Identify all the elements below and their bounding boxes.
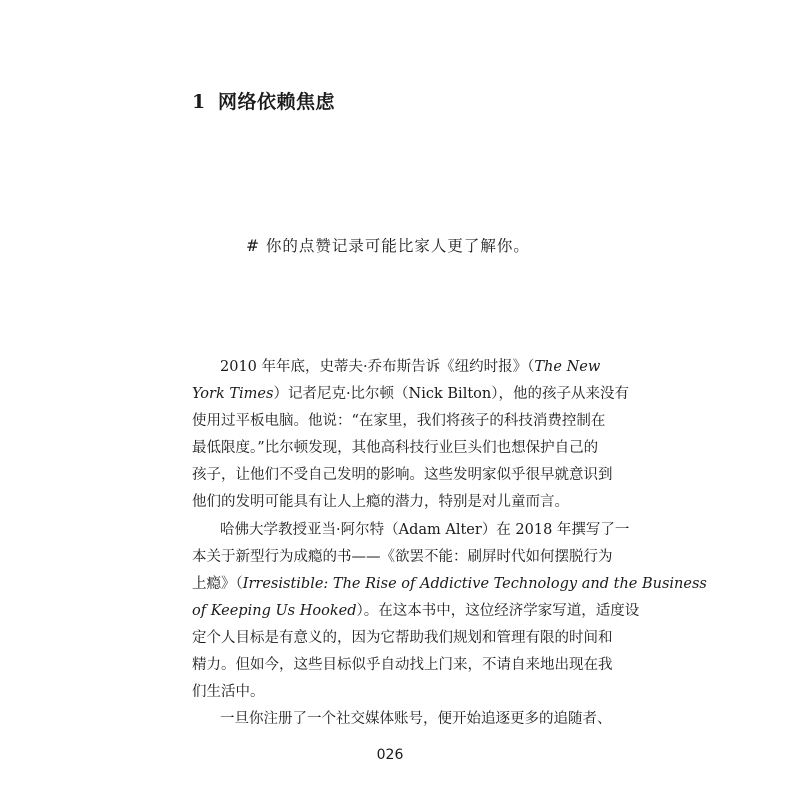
epigraph: # 你的点赞记录可能比家人更了解你。 — [246, 237, 530, 255]
text-line — [192, 462, 613, 489]
text-span: 他们的发明可能具有让人上瘾的潜力，特别是对儿童而言。 — [192, 494, 569, 511]
chapter-title-text: 网络依赖焦虑 — [218, 91, 336, 113]
text-line — [192, 544, 613, 571]
text-span: 2010 年年底，史蒂夫·乔布斯告诉《纽约时报》（ — [220, 359, 535, 375]
text-line — [192, 489, 588, 516]
text-span: 一旦你注册了一个社交媒体账号，便开始追逐更多的追随者、 — [220, 711, 612, 728]
text-line — [192, 598, 640, 625]
text-span: 本关于新型行为成瘾的书——《欲罢不能：刷屏时代如何摆脱行为 — [192, 548, 613, 565]
text-line — [192, 435, 599, 462]
italic-title-text: York Times — [192, 386, 274, 403]
text-line — [192, 679, 588, 706]
text-line — [192, 652, 613, 679]
text-line — [192, 517, 630, 544]
text-line — [192, 408, 606, 435]
page-number: 026 — [376, 747, 404, 763]
body-text — [192, 354, 707, 733]
text-line — [192, 625, 613, 652]
italic-title-text: Irresistible: The Rise of Addictive Technology and the Business — [242, 575, 707, 592]
text-span: 上瘾》（ — [192, 575, 243, 592]
text-line — [192, 354, 601, 381]
text-line — [192, 381, 629, 408]
text-span: ）记者尼克·比尔顿（Nick Bilton），他的孩子从来没有 — [273, 386, 629, 403]
text-span: 使用过平板电脑。他说：“在家里，我们将孩子的科技消费控制在 — [192, 413, 606, 430]
text-span: 精力。但如今，这些目标似乎自动找上门来，不请自来地出现在我 — [192, 657, 613, 674]
text-span: 最低限度。”比尔顿发现，其他高科技行业巨头们也想保护自己的 — [192, 440, 599, 457]
text-line — [192, 706, 612, 733]
chapter-title — [192, 88, 335, 116]
text-line — [192, 571, 707, 598]
text-span: ）。在这本书中，这位经济学家写道，适度设 — [356, 602, 640, 619]
text-span: 定个人目标是有意义的，因为它帮助我们规划和管理有限的时间和 — [192, 629, 613, 646]
text-span: 们生活中。 — [192, 684, 265, 701]
text-span: 哈佛大学教授亚当·阿尔特（Adam Alter）在 2018 年撰写了一 — [220, 521, 630, 538]
chapter-number: 1 — [192, 91, 206, 113]
italic-title-text: The New — [534, 359, 601, 375]
text-span: 孩子，让他们不受自己发明的影响。这些发明家似乎很早就意识到 — [192, 467, 613, 484]
italic-title-text: of Keeping Us Hooked — [192, 602, 357, 619]
